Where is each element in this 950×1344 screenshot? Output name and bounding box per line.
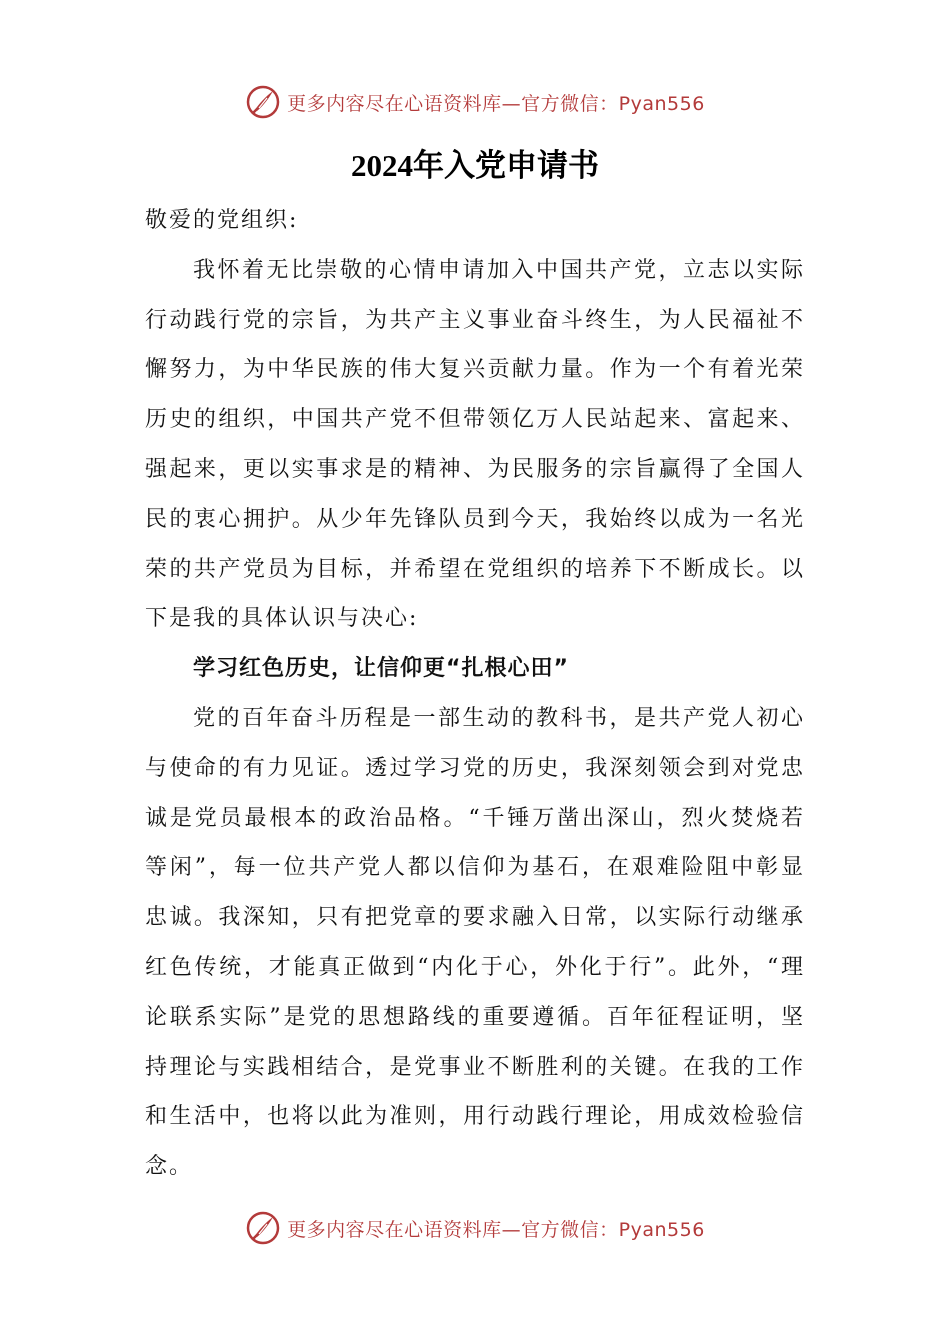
document-body bbox=[145, 196, 805, 1192]
section-paragraph: 党的百年奋斗历程是一部生动的教科书，是共产党人初心与使命的有力见证。透过学习党的历史，我深刻领会到对党忠诚是党员最根本的政治品格。“千锤万凿出深山，烈火焚烧若等闲”，每一位共产党人都以信仰为基石，在艰难险阻中彰显忠诚。我深知，只有把党章的要求融入日常，以实际行动继承红色传统，才能真正做到“内化于心，外化于行”。此外，“理论联系实际”是党的思想路线的重要遵循。百年征程证明，坚持理论与实践相结合，是党事业不断胜利的关键。在我的工作和生活中，也将以此为准则，用行动践行理论，用成效检验信念。 bbox=[145, 705, 805, 1180]
header-banner-text: 更多内容尽在心语资料库—官方微信：Pyan556 bbox=[287, 92, 705, 115]
header-banner bbox=[0, 82, 950, 122]
footer-banner bbox=[0, 1208, 950, 1248]
quill-pen-icon bbox=[245, 84, 281, 120]
salutation: 敬爱的党组织: bbox=[145, 208, 299, 233]
footer-banner-text: 更多内容尽在心语资料库—官方微信：Pyan556 bbox=[287, 1218, 705, 1241]
page-title: 2024年入党申请书 bbox=[351, 148, 599, 183]
section-heading: 学习红色历史，让信仰更“扎根心田” bbox=[193, 656, 569, 682]
quill-pen-icon bbox=[245, 1210, 281, 1246]
intro-paragraph: 我怀着无比崇敬的心情申请加入中国共产党，立志以实际行动践行党的宗旨，为共产主义事业奋斗终生，为人民福祉不懈努力，为中华民族的伟大复兴贡献力量。作为一个有着光荣历史的组织，中国共产党不但带领亿万人民站起来、富起来、强起来，更以实事求是的精神、为民服务的宗旨赢得了全国人民的衷心拥护。从少年先锋队员到今天，我始终以成为一名光荣的共产党员为目标，并希望在党组织的培养下不断成长。以下是我的具体认识与决心: bbox=[145, 257, 805, 632]
